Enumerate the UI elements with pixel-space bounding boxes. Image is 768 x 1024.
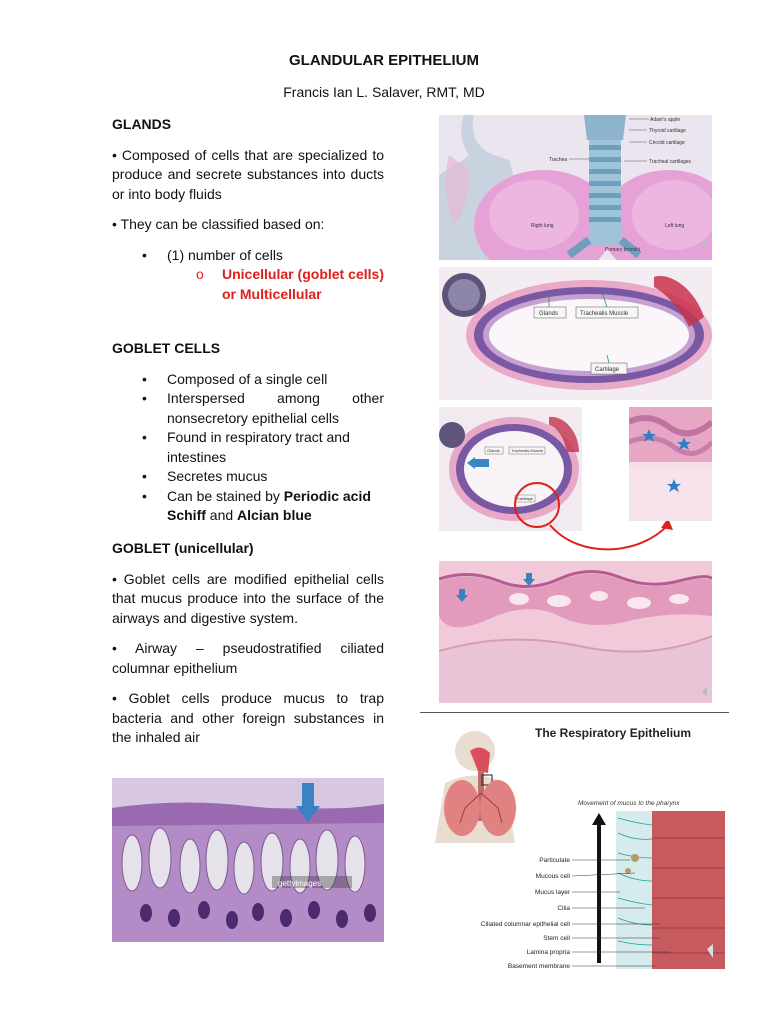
list-item: [112, 428, 384, 467]
watermark: gettyimages: [278, 879, 322, 888]
stain-alcian: Alcian blue: [237, 507, 312, 523]
label-trachealis-small: Trachealis Muscle: [511, 448, 544, 453]
label-glands: Glands: [539, 311, 559, 317]
histology-pink-figure: [439, 561, 712, 703]
resp-title: The Respiratory Epithelium: [535, 726, 692, 740]
label-ciliated-columnar: Ciliated columnar epithelial cell: [480, 921, 570, 928]
goblet-unicellular-section: [112, 539, 384, 748]
glands-paragraph: • Composed of cells that are specialized to produce and secrete substances into ducts or into body fluids: [112, 146, 384, 202]
label-glands-small: Glands: [487, 448, 500, 453]
label-particulate: Particulate: [539, 857, 570, 864]
glands-subitem: [196, 265, 384, 304]
label-trachealis-muscle: Trachealis Muscle: [580, 311, 629, 317]
stain-and: and: [205, 507, 238, 523]
label-mucous-cell: Mucous cell: [535, 873, 570, 880]
label-basement-membrane: Basement membrane: [507, 963, 570, 970]
glands-classified: • They can be classified based on:: [112, 216, 325, 232]
goblet-micrograph-figure: [112, 778, 384, 942]
document-author: Francis Ian L. Salaver, RMT, MD: [283, 84, 485, 100]
list-item: [112, 467, 384, 487]
list-item: [112, 487, 384, 526]
goblet-cells-section: [112, 339, 384, 526]
bullet: •: [142, 390, 147, 406]
list-item: [112, 370, 384, 390]
label-cartilage: Cartilage: [595, 367, 620, 373]
label-cilia: Cilia: [557, 905, 570, 912]
list-item-text: Interspersed among other nonsecretory epithelial cells: [167, 390, 384, 426]
goblet-unicellular-heading: GOBLET (unicellular): [112, 540, 254, 556]
stain-prefix: Can be stained by: [167, 487, 284, 504]
label-tracheal-cartilages: Tracheal cartilages: [649, 159, 692, 165]
list-item: [112, 389, 384, 428]
bullet: •: [142, 468, 147, 484]
magnified-epithelium-figure: [629, 407, 712, 521]
goblet-cells-heading: GOBLET CELLS: [112, 340, 221, 356]
document-title: GLANDULAR EPITHELIUM: [289, 52, 479, 69]
respiratory-anatomy-figure: [439, 115, 712, 260]
label-thyroid-cartilage: Thyroid cartilage: [649, 128, 686, 134]
respiratory-epithelium-figure: [420, 712, 729, 973]
label-primary-bronchi: Primary bronchi: [605, 247, 641, 253]
label-right-lung: Right lung: [531, 223, 554, 229]
bullet: •: [142, 487, 147, 504]
goblet-paragraph-1: • Goblet cells are modified epithelial cells that mucus produce into the surface of the airways and digestive system.: [112, 570, 384, 626]
label-stem-cell: Stem cell: [543, 935, 570, 942]
resp-arrow-caption: Movement of mucus to the pharynx: [578, 800, 680, 807]
stain-pas: Periodic acid Schiff: [167, 487, 371, 523]
stain-text: [167, 487, 384, 526]
goblet-paragraph-2: • Airway – pseudostratified ciliated columnar epithelium: [112, 640, 384, 676]
list-item-text: Found in respiratory tract and intestines: [167, 429, 350, 465]
label-lamina-propria: Lamina propria: [526, 949, 570, 956]
label-trachea: Trachea: [549, 157, 568, 163]
label-mucus-layer: Mucus layer: [534, 889, 570, 896]
bullet: •: [142, 246, 147, 263]
list-item-text: Secretes mucus: [167, 468, 268, 484]
label-cartilage-small: Cartilage: [517, 496, 534, 501]
label-left-lung: Left lung: [665, 223, 685, 229]
bullet: •: [142, 429, 147, 445]
goblet-paragraph-3: • Goblet cells produce mucus to trap bacteria and other foreign substances in the inhaled air: [112, 690, 384, 745]
label-adams-apple: Adam's apple: [650, 117, 681, 123]
glands-heading: GLANDS: [112, 116, 172, 132]
sub-bullet: o: [196, 266, 204, 282]
glands-item-text: (1) number of cells: [167, 246, 283, 263]
bullet: •: [142, 370, 147, 387]
label-cricoid-cartilage: Cricoid cartilage: [649, 140, 685, 146]
trachea-section-figure: [439, 267, 712, 400]
glands-section: [112, 115, 384, 304]
glands-item: [112, 246, 384, 266]
glands-subitem-text: Unicellular (goblet cells) or Multicellular: [222, 266, 384, 302]
list-item-text: Composed of a single cell: [167, 370, 328, 387]
